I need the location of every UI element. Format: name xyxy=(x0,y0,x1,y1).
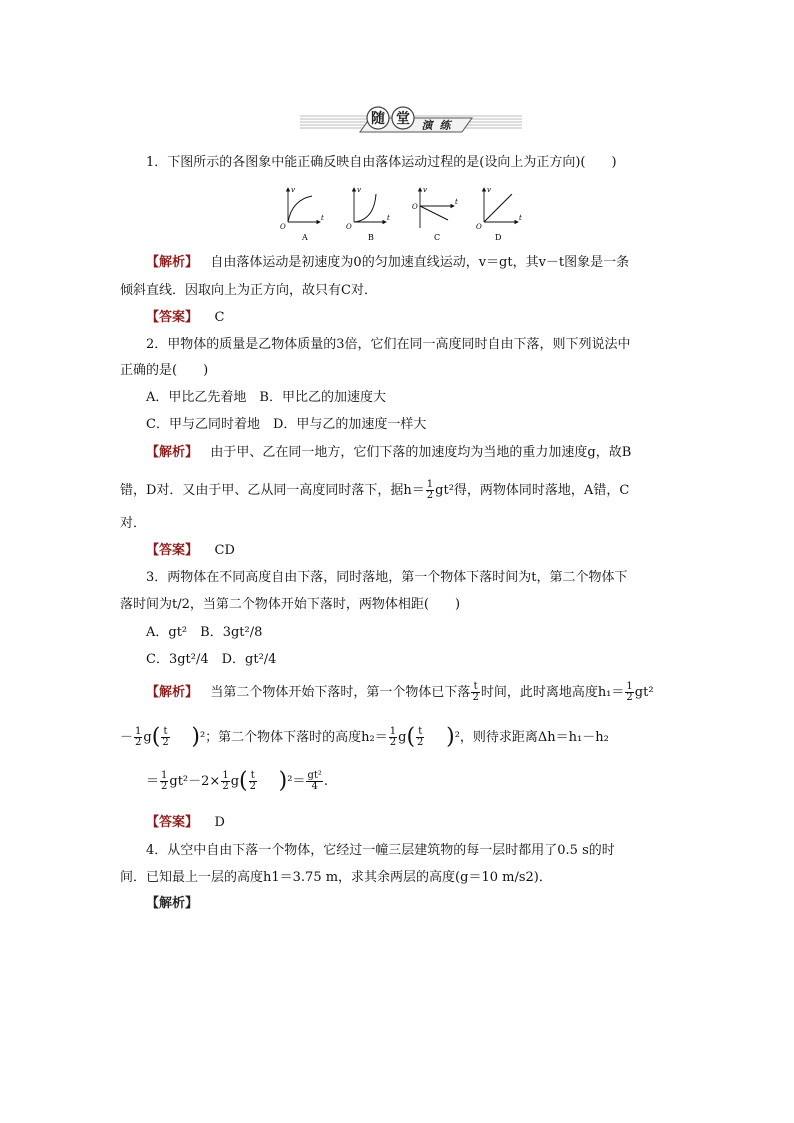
q3-paren-open-b: ( xyxy=(406,724,416,750)
q3-answer-line xyxy=(146,814,225,832)
q4-analysis-tag: 【解析】 xyxy=(146,896,199,911)
q3-frac-t-over-2-c xyxy=(416,727,424,748)
q3-analysis-text-3e: . xyxy=(323,774,329,789)
q2-analysis-line-2 xyxy=(120,480,629,501)
q3-analysis-tag: 【解析】 xyxy=(146,685,199,700)
q2-frac-num: 1 xyxy=(426,479,434,490)
q3-analysis-text-3b: gt²－2× xyxy=(169,774,221,789)
q1-graphs xyxy=(276,184,526,244)
graph-c-o: O xyxy=(412,203,418,211)
q3-frac-half-b xyxy=(134,727,142,748)
q1-analysis-line-2: 倾斜直线．因取向上为正方向，故只有C对． xyxy=(120,283,377,298)
q3-frac-half-c-den: 2 xyxy=(389,737,397,748)
q3-option-line-1: A．gt² B．3gt²/8 xyxy=(146,625,263,640)
graph-b-curve xyxy=(354,194,376,222)
q3-answer: D xyxy=(214,815,225,830)
q3-analysis-line-3 xyxy=(146,768,329,794)
q2-answer: CD xyxy=(214,543,235,558)
q3-frac-t-over-2-b xyxy=(161,727,169,748)
q3-frac-t-over-2-a xyxy=(471,682,479,703)
q3-analysis-text-2a: － xyxy=(120,730,134,745)
q2-analysis-text-2b: gt²得，两物体同时落地，A错，C xyxy=(435,483,630,498)
q2-frac-den: 2 xyxy=(426,490,434,501)
q3-frac-t-b: t xyxy=(161,727,169,738)
q3-frac-t: t xyxy=(471,682,479,693)
q1-analysis-text-1: 自由落体运动是初速度为0的匀加速直线运动，v＝gt，其v－t图象是一条 xyxy=(210,255,630,270)
graph-a-o: O xyxy=(280,223,286,231)
q3-frac-2: 2 xyxy=(472,692,479,703)
q2-analysis-tag: 【解析】 xyxy=(146,445,199,460)
q4-text-2: 间．已知最上一层的高度h1＝3.75 m，求其余两层的高度(g＝10 m/s2)． xyxy=(120,870,552,885)
q3-analysis-text-1a: 当第二个物体开始下落时，第一个物体已下落 xyxy=(210,685,471,700)
q2-text-2: 正确的是( ) xyxy=(120,363,209,378)
q3-paren-open-a: ( xyxy=(151,724,161,750)
q1-answer: C xyxy=(214,310,225,325)
q3-frac-2-b: 2 xyxy=(162,737,169,748)
q2-text-1: 2．甲物体的质量是乙物体质量的3倍，它们在同一高度同时自由下落，则下列说法中 xyxy=(146,337,631,352)
q3-frac-half-a-num: 1 xyxy=(626,681,633,692)
graph-a xyxy=(280,186,324,242)
q3-frac-half-d-num: 1 xyxy=(161,770,168,781)
graph-c-v: v xyxy=(423,186,427,194)
q1-answer-line xyxy=(146,309,225,327)
q1-text: 1．下图所示的各图象中能正确反映自由落体运动过程的是(设向上为正方向)( ) xyxy=(146,155,617,170)
q3-frac-half-b-num: 1 xyxy=(135,726,142,737)
q3-frac-half-a xyxy=(625,682,633,703)
graph-d-v: v xyxy=(487,186,491,194)
q4-text-1: 4．从空中自由下落一个物体，它经过一幢三层建筑物的每一层时都用了0.5 s的时 xyxy=(146,843,615,858)
q3-text-1: 3．两物体在不同高度自由下落，同时落地，第一个物体下落时间为t，第二个物体下 xyxy=(146,570,628,585)
banner-char-2: 堂 xyxy=(396,111,410,127)
q3-paren-open-c: ( xyxy=(239,768,248,794)
banner-char-3: 演 xyxy=(421,119,433,132)
q3-analysis-text-1b: 时间，此时离地高度h₁＝ xyxy=(480,685,625,700)
graph-c xyxy=(412,186,458,242)
q3-frac-2-c: 2 xyxy=(417,737,424,748)
q3-frac-gt2-over-4 xyxy=(306,771,322,792)
graph-c-t: t xyxy=(455,198,458,206)
q3-frac-half-e xyxy=(221,771,229,792)
q3-paren-close-b: ) xyxy=(446,724,455,750)
graph-d-t: t xyxy=(519,214,522,222)
q2-analysis-line-1 xyxy=(146,444,631,462)
q3-frac-half-a-den: 2 xyxy=(626,692,633,703)
q3-frac-half-b-den: 2 xyxy=(135,737,142,748)
q3-paren-close-c: ) xyxy=(278,768,288,794)
q1-analysis-line-1 xyxy=(146,254,629,272)
q3-frac-half-d xyxy=(160,771,168,792)
q3-frac-t-d: t xyxy=(249,771,257,782)
q3-analysis-line-1 xyxy=(146,682,654,703)
graph-b-t: t xyxy=(387,214,390,222)
section-banner xyxy=(300,104,522,138)
q2-answer-line xyxy=(146,542,235,560)
graph-b xyxy=(346,186,390,242)
q3-frac-half-c xyxy=(389,727,397,748)
graph-a-curve xyxy=(288,196,312,222)
graph-d-label: D xyxy=(495,233,502,242)
q2-option-line-2: C．甲与乙同时着地 D．甲与乙的加速度一样大 xyxy=(146,417,427,432)
q3-answer-tag: 【答案】 xyxy=(146,815,199,830)
q3-frac-t-over-2-d xyxy=(249,771,257,792)
q3-analysis-text-3c: g xyxy=(230,774,240,789)
q3-frac-t-c: t xyxy=(416,727,424,738)
q3-frac-2-d: 2 xyxy=(249,781,256,792)
q3-analysis-text-2e: ²，则待求距离Δh＝h₁－h₂ xyxy=(454,730,609,745)
graph-d-o: O xyxy=(476,223,482,231)
q2-analysis-text-2a: 错，D对．又由于甲、乙从同一高度同时落下，据h＝ xyxy=(120,483,425,498)
graph-a-label: A xyxy=(302,233,308,242)
q3-analysis-text-2b: g xyxy=(143,730,152,745)
q3-frac-gt2: gt² xyxy=(307,770,322,781)
graph-b-label: B xyxy=(368,233,374,242)
q3-analysis-text-3d: ²＝ xyxy=(287,774,306,789)
q2-answer-tag: 【答案】 xyxy=(146,543,199,558)
graph-c-line xyxy=(420,206,448,220)
q3-analysis-text-1c: gt² xyxy=(634,685,654,700)
banner-char-4: 练 xyxy=(439,119,451,132)
q3-frac-4: 4 xyxy=(311,781,318,792)
graph-d-line xyxy=(484,194,512,222)
q2-fraction-half xyxy=(426,480,434,501)
q2-analysis-text-1: 由于甲、乙在同一地方，它们下落的加速度均为当地的重力加速度g，故B xyxy=(210,445,632,460)
q2-analysis-line-3: 对． xyxy=(120,516,147,531)
graph-a-t: t xyxy=(321,214,324,222)
q1-answer-tag: 【答案】 xyxy=(146,310,199,325)
banner-char-1: 随 xyxy=(371,111,385,127)
q3-option-line-2: C．3gt²/4 D．gt²/4 xyxy=(146,652,277,667)
graph-c-label: C xyxy=(434,233,441,242)
graph-a-v: v xyxy=(291,186,295,194)
q4-analysis-line xyxy=(146,895,198,913)
q3-frac-half-e-num: 1 xyxy=(222,770,229,781)
q3-analysis-line-2 xyxy=(120,724,609,750)
q1-analysis-tag: 【解析】 xyxy=(146,255,199,270)
q2-option-line-1: A．甲比乙先着地 B．甲比乙的加速度大 xyxy=(146,390,386,405)
q3-frac-half-c-num: 1 xyxy=(389,726,397,737)
q3-analysis-text-3a: ＝ xyxy=(146,774,160,789)
graph-d xyxy=(476,186,522,242)
q3-analysis-text-2d: g xyxy=(398,730,407,745)
q3-analysis-text-2c: ²；第二个物体下落时的高度h₂＝ xyxy=(199,730,388,745)
q3-frac-half-d-den: 2 xyxy=(161,781,168,792)
q3-text-2: 落时间为t/2，当第二个物体开始下落时，两物体相距( ) xyxy=(120,597,461,612)
graph-b-v: v xyxy=(357,186,361,194)
q3-frac-half-e-den: 2 xyxy=(222,781,229,792)
q3-paren-close-a: ) xyxy=(191,724,200,750)
graph-b-o: O xyxy=(346,223,352,231)
